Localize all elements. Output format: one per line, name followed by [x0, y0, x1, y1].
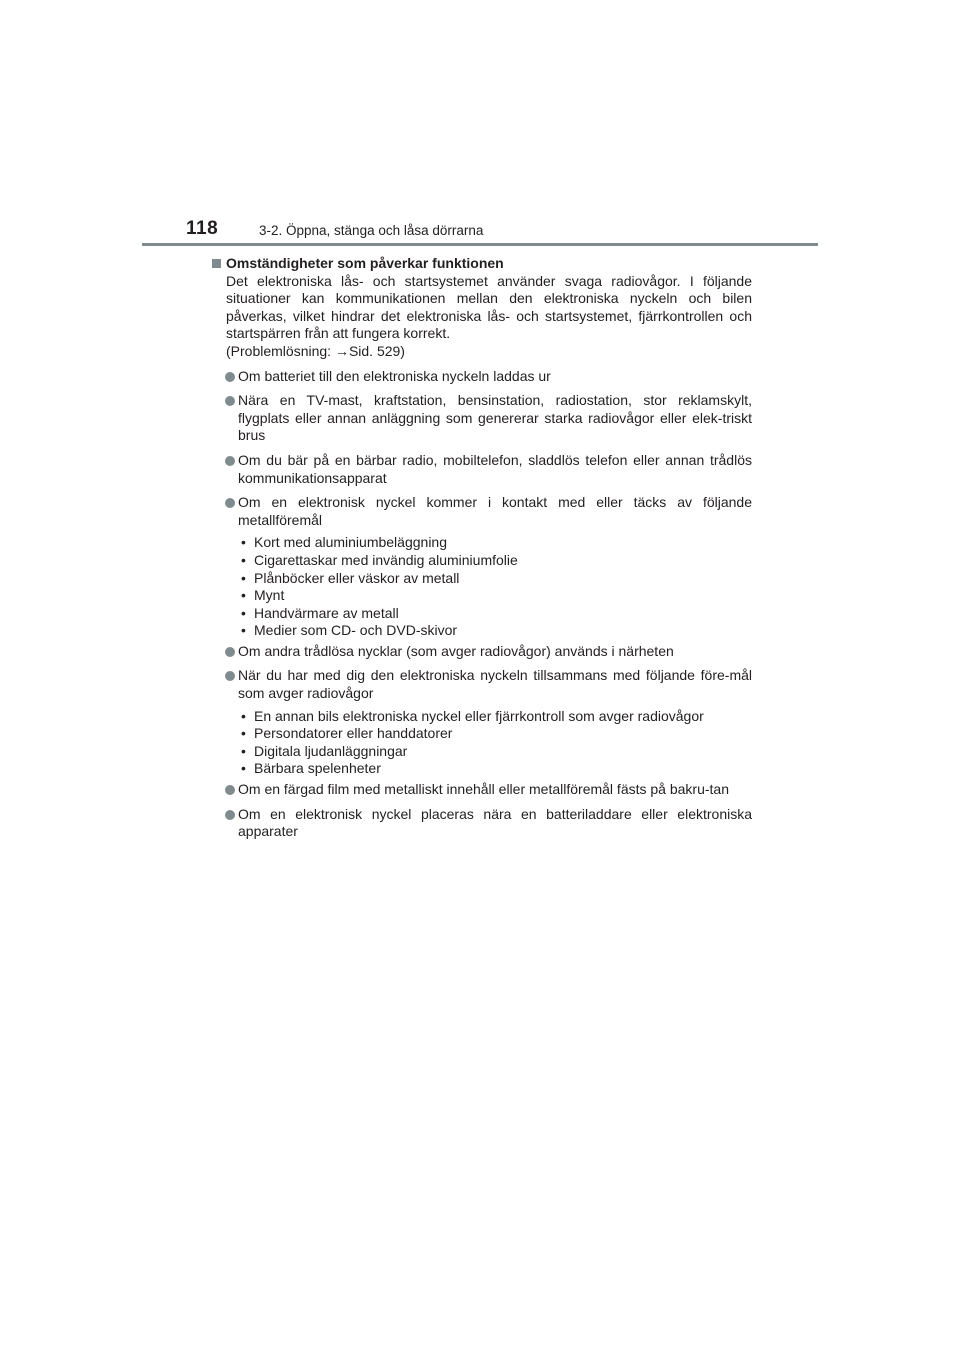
header-rule [142, 243, 818, 246]
circle-bullet-icon [225, 810, 235, 820]
intro-paragraph [212, 273, 752, 361]
bullet-icon: • [241, 760, 246, 777]
sub-list-item [240, 743, 752, 761]
bullet-icon: • [241, 622, 246, 639]
list-item-text: Om en elektronisk nyckel placeras nära en batteriladdare eller elektroniska apparater [238, 805, 752, 840]
intro-text: Det elektroniska lås- och startsystemet använder svaga radiovågor. I följande situationer kan kommunikationen mellan den elektroniska nyckeln och bilen påverkas, vilket hindrar det elektroniska lås- och startsystemet, fjärrkontrollen och startspärren från att fungera korrekt. [226, 272, 752, 342]
sub-list-item-text: Medier som CD- och DVD-skivor [254, 622, 458, 639]
list-item [212, 643, 752, 661]
bullet-icon: • [241, 707, 246, 724]
bullet-icon: • [241, 551, 246, 568]
radio-objects-list [212, 708, 752, 778]
list-item [212, 667, 752, 702]
list-item [212, 781, 752, 799]
bullet-icon: • [241, 742, 246, 759]
circle-bullet-icon [225, 456, 235, 466]
sub-list-item-text: Digitala ljudanläggningar [254, 742, 408, 759]
sub-list-item-text: Persondatorer eller handdatorer [254, 725, 453, 742]
sub-list-item-text: Mynt [254, 587, 285, 604]
bullet-icon: • [241, 534, 246, 551]
circle-bullet-icon [225, 671, 235, 681]
circle-bullet-icon [225, 498, 235, 508]
sub-list-item [240, 708, 752, 726]
list-item [212, 392, 752, 445]
sub-list-item [240, 605, 752, 623]
list-item [212, 452, 752, 487]
sub-list-item [240, 552, 752, 570]
bullet-icon: • [241, 569, 246, 586]
list-item-text: När du har med dig den elektroniska nyckeln tillsammans med följande före-mål som avger radiovågor [238, 667, 752, 702]
bullet-icon: • [241, 604, 246, 621]
circle-bullet-icon [225, 372, 235, 382]
sub-list-item-text: Cigarettaskar med invändig aluminiumfolie [254, 551, 518, 568]
list-item-text: Nära en TV-mast, kraftstation, bensinstation, radiostation, stor reklamskylt, flygplats eller annan anläggning som genererar starka radiovågor eller elek-triskt brus [238, 392, 752, 444]
section-heading [212, 255, 752, 273]
circle-bullet-icon [225, 396, 235, 406]
square-bullet-icon [212, 259, 221, 268]
sub-list-item-text: Kort med aluminiumbeläggning [254, 534, 447, 551]
list-item-text: Om en färgad film med metalliskt innehåll eller metallföremål fästs på bakru-tan [238, 781, 729, 798]
sub-list-item [240, 587, 752, 605]
sub-list-item [240, 570, 752, 588]
section-title: 3-2. Öppna, stänga och låsa dörrarna [259, 223, 484, 238]
circle-bullet-icon [225, 785, 235, 795]
list-item-text: Om andra trådlösa nycklar (som avger radiovågor) används i närheten [238, 642, 674, 659]
bullet-icon: • [241, 587, 246, 604]
sub-list-item [240, 622, 752, 640]
sub-list-item-text: Handvärmare av metall [254, 604, 399, 621]
metal-objects-list [212, 534, 752, 640]
page-content [212, 255, 752, 841]
list-item [212, 368, 752, 386]
sub-list-item [240, 534, 752, 552]
page-number: 118 [186, 218, 219, 239]
list-item [212, 494, 752, 529]
sub-list-item [240, 725, 752, 743]
section-heading-text: Omständigheter som påverkar funktionen [226, 255, 504, 271]
sub-list-item-text: En annan bils elektroniska nyckel eller fjärrkontroll som avger radiovågor [254, 707, 704, 724]
sub-list-item-text: Plånböcker eller väskor av metall [254, 569, 460, 586]
list-item [212, 806, 752, 841]
sub-list-item [240, 760, 752, 778]
list-item-text: Om du bär på en bärbar radio, mobiltelefon, sladdlös telefon eller annan trådlös kommunikationsapparat [238, 451, 752, 486]
bullet-icon: • [241, 725, 246, 742]
sub-list-item-text: Bärbara spelenheter [254, 760, 381, 777]
circle-bullet-icon [225, 647, 235, 657]
list-item-text: Om en elektronisk nyckel kommer i kontakt med eller täcks av följande metallföremål [238, 494, 752, 528]
troubleshoot-reference: (Problemlösning: →Sid. 529) [226, 342, 405, 359]
list-item-text: Om batteriet till den elektroniska nyckeln laddas ur [238, 367, 551, 384]
